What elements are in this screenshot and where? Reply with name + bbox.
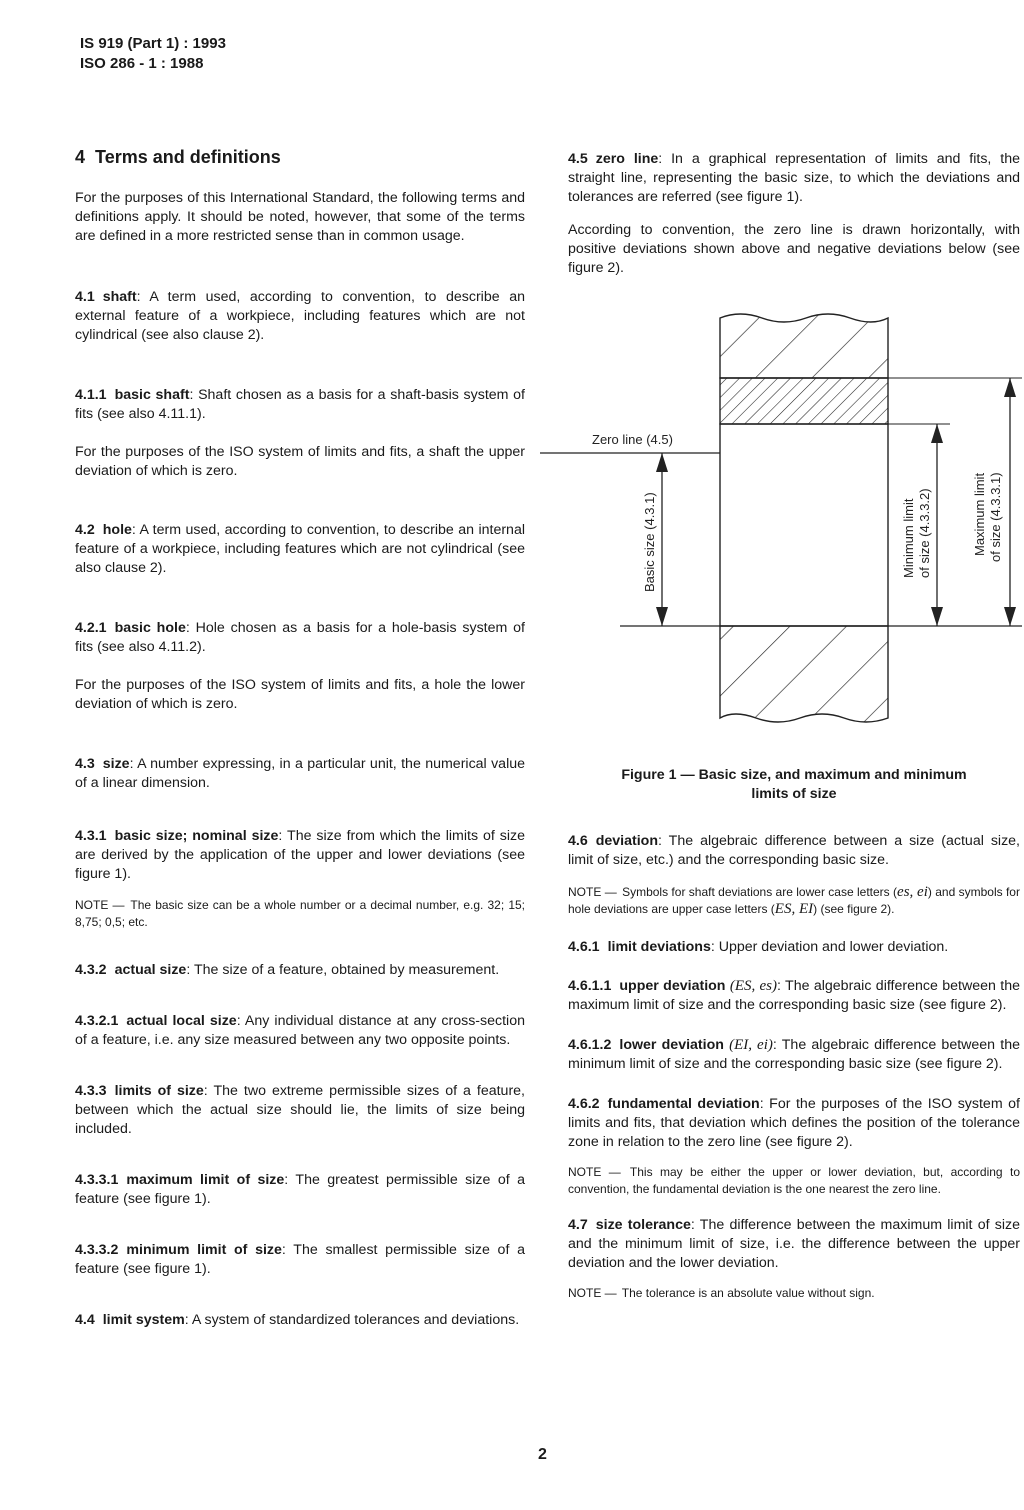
clause-text: : Shaft chosen as a basis for a shaft-basis system of fits (see also 4.11.1). xyxy=(75,387,525,422)
zero-line-label: Zero line (4.5) xyxy=(592,432,673,447)
clause-4-1-1 xyxy=(75,386,525,424)
clause-4-6-2 xyxy=(568,1095,1020,1152)
document-header xyxy=(80,34,226,74)
clause-number: 4.2.1 xyxy=(75,620,107,636)
clause-number: 4.1.1 xyxy=(75,387,107,403)
clause-text: : Hole chosen as a basis for a hole-basis system of fits (see also 4.11.2). xyxy=(75,620,525,655)
clause-4-3-3 xyxy=(75,1082,525,1139)
clause-term: limits of size xyxy=(114,1083,204,1099)
standard-number-iso: ISO 286 - 1 : 1988 xyxy=(80,55,204,72)
clause-term: zero line xyxy=(595,151,659,167)
clause-term: deviation xyxy=(595,833,659,849)
clause-term: fundamental deviation xyxy=(607,1096,760,1112)
clause-4-5 xyxy=(568,150,1020,207)
clause-number: 4.5 xyxy=(568,151,588,167)
note-text-2: ) and symbols for hole deviations are upper case letters ( xyxy=(568,885,1020,916)
clause-text: : The size of a feature, obtained by measurement. xyxy=(186,962,500,978)
basic-size-arrow-bottom xyxy=(656,607,668,626)
hole-body xyxy=(720,424,888,626)
left-column xyxy=(75,146,525,1330)
clause-symbol: (EI, ei) xyxy=(729,1037,773,1053)
clause-term: actual size xyxy=(114,962,187,978)
basic-size-arrow-top xyxy=(656,453,668,472)
clause-4-3-3-2 xyxy=(75,1241,525,1279)
clause-text: : In a graphical representation of limits and fits, the straight line, representing the basic size, to which the deviations and tolerances are referred (see figure 1). xyxy=(568,151,1020,205)
upper-material-block xyxy=(720,314,888,378)
clause-4-2-1 xyxy=(75,619,525,657)
clause-4-3 xyxy=(75,755,525,793)
clause-number: 4.6.1 xyxy=(568,939,600,955)
note-4-6-2 xyxy=(568,1164,1020,1198)
lower-material-block xyxy=(720,626,888,722)
clause-4-3-2 xyxy=(75,961,525,980)
clause-term: upper deviation xyxy=(619,978,726,994)
caption-line2: limits of size xyxy=(751,786,837,802)
clause-term: hole xyxy=(102,522,132,538)
clause-text: : For the purposes of the ISO system of limits and fits, that deviation which defines the position of the tolerance zone in relation to the zero line (see figure 2). xyxy=(568,1096,1021,1150)
max-limit-arrow-bottom xyxy=(1004,607,1016,626)
clause-number: 4.3.3 xyxy=(75,1083,107,1099)
note-4-6 xyxy=(568,884,1020,918)
clause-term: size tolerance xyxy=(595,1217,691,1233)
clause-number: 4.3.2.1 xyxy=(75,1013,119,1029)
clause-text: : A term used, according to convention, to describe an external feature of a workpiece, including features which are not cylindrical (see also clause 2). xyxy=(75,289,525,343)
clause-text: : A number expressing, in a particular unit, the numerical value of a linear dimension. xyxy=(75,756,525,791)
clause-term: shaft xyxy=(102,289,137,305)
clause-term: actual local size xyxy=(126,1013,237,1029)
clause-4-3-3-1 xyxy=(75,1171,525,1209)
clause-term: maximum limit of size xyxy=(126,1172,285,1188)
clause-4-4 xyxy=(75,1311,525,1330)
clause-term: basic hole xyxy=(114,620,186,636)
section-title xyxy=(75,146,525,168)
note-label: NOTE — xyxy=(568,1165,621,1179)
min-limit-arrow-top xyxy=(931,424,943,443)
clause-number: 4.4 xyxy=(75,1312,95,1328)
clause-4-3-1 xyxy=(75,827,525,884)
shaft-deviation-symbols: es, ei xyxy=(897,884,928,900)
clause-number: 4.3 xyxy=(75,756,95,772)
max-limit-label-line1: Maximum limit xyxy=(972,472,987,556)
clause-4-7 xyxy=(568,1216,1020,1273)
clause-text: : Any individual distance at any cross-section of a feature, i.e. any size measured between any two opposite points. xyxy=(75,1013,525,1048)
note-text: The basic size can be a whole number or a decimal number, e.g. 32; 15; 8,75; 0,5; etc. xyxy=(75,898,525,929)
clause-text: : The difference between the maximum limit of size and the minimum limit of size, i.e. the difference between the upper deviation and the lower deviation. xyxy=(568,1217,1021,1271)
note-label: NOTE — xyxy=(568,885,617,899)
clause-4-6-1 xyxy=(568,938,1020,957)
clause-text: : A term used, according to convention, to describe an internal feature of a workpiece, including features which are not cylindrical (see also clause 2). xyxy=(75,522,525,576)
clause-term: size xyxy=(102,756,130,772)
clause-term: limit deviations xyxy=(607,939,711,955)
figure-1-diagram xyxy=(540,310,1024,740)
note-4-3-1 xyxy=(75,897,525,931)
note-label: NOTE — xyxy=(568,1286,617,1300)
clause-text: : The two extreme permissible sizes of a feature, between which the actual size should lie, the limits of size being included. xyxy=(75,1083,525,1137)
clause-text: : The greatest permissible size of a feature (see figure 1). xyxy=(75,1172,525,1207)
clause-term: lower deviation xyxy=(619,1037,724,1053)
clause-term: minimum limit of size xyxy=(126,1242,282,1258)
clause-number: 4.7 xyxy=(568,1217,588,1233)
clause-number: 4.3.2 xyxy=(75,962,107,978)
right-column-top xyxy=(568,150,1020,278)
note-text-3: ) (see figure 2). xyxy=(813,902,895,916)
clause-term: basic size; nominal size xyxy=(114,828,279,844)
max-limit-label-line2: of size (4.3.3.1) xyxy=(988,472,1003,562)
clause-text: : The smallest permissible size of a feature (see figure 1). xyxy=(75,1242,525,1277)
clause-text: : The algebraic difference between a size (actual size, limit of size, etc.) and the corresponding basic size. xyxy=(568,833,1020,868)
clause-text: : The algebraic difference between the minimum limit of size and the corresponding basic size (see figure 2). xyxy=(568,1037,1020,1072)
note-text: This may be either the upper or lower deviation, but, according to convention, the fundamental deviation is the one nearest the zero line. xyxy=(568,1165,1020,1196)
standard-number-is: IS 919 (Part 1) : 1993 xyxy=(80,35,226,52)
clause-term: limit system xyxy=(102,1312,185,1328)
clause-4-1 xyxy=(75,288,525,345)
max-limit-arrow-top xyxy=(1004,378,1016,397)
note-4-7 xyxy=(568,1285,1020,1302)
hole-deviation-symbols: ES, EI xyxy=(774,901,814,917)
clause-number: 4.6.1.1 xyxy=(568,978,612,994)
caption-line1: Figure 1 — Basic size, and maximum and minimum xyxy=(621,767,967,783)
clause-number: 4.3.1 xyxy=(75,828,107,844)
clause-term: basic shaft xyxy=(114,387,190,403)
figure-1-caption xyxy=(568,766,1020,804)
section-title-text: Terms and definitions xyxy=(95,147,281,167)
clause-number: 4.1 xyxy=(75,289,95,305)
basic-size-label: Basic size (4.3.1) xyxy=(642,492,657,592)
clause-text: : The size from which the limits of size are derived by the application of the upper and lower deviations (see figure 1). xyxy=(75,828,525,882)
right-column-bottom xyxy=(568,832,1020,1302)
page-number: 2 xyxy=(538,1446,547,1463)
clause-4-3-2-1 xyxy=(75,1012,525,1050)
clause-text: : Upper deviation and lower deviation. xyxy=(710,939,949,955)
clause-number: 4.6.2 xyxy=(568,1096,600,1112)
clause-text: : A system of standardized tolerances and deviations. xyxy=(184,1312,520,1328)
clause-4-2-1-para: For the purposes of the ISO system of limits and fits, a hole the lower deviation of which is zero. xyxy=(75,677,525,712)
clause-4-2 xyxy=(75,521,525,578)
clause-4-6-1-1 xyxy=(568,977,1020,1015)
note-label: NOTE — xyxy=(75,898,125,912)
clause-4-6 xyxy=(568,832,1020,870)
clause-number: 4.2 xyxy=(75,522,95,538)
clause-text: : The algebraic difference between the maximum limit of size and the corresponding basic size (see figure 2). xyxy=(568,978,1020,1013)
clause-number: 4.6 xyxy=(568,833,588,849)
clause-number: 4.6.1.2 xyxy=(568,1037,612,1053)
clause-number: 4.3.3.1 xyxy=(75,1172,119,1188)
note-text-1: Symbols for shaft deviations are lower case letters ( xyxy=(622,885,898,899)
clause-4-5-para: According to convention, the zero line is drawn horizontally, with positive deviations shown above and negative deviations below (see figure 2). xyxy=(568,222,1020,276)
note-text: The tolerance is an absolute value without sign. xyxy=(621,1286,875,1300)
section-number: 4 xyxy=(75,147,86,167)
min-limit-label-line1: Minimum limit xyxy=(901,498,916,578)
tolerance-band xyxy=(720,378,888,424)
clause-symbol: (ES, es) xyxy=(729,978,777,994)
min-limit-label-line2: of size (4.3.3.2) xyxy=(917,488,932,578)
min-limit-arrow-bottom xyxy=(931,607,943,626)
clause-number: 4.3.3.2 xyxy=(75,1242,119,1258)
clause-4-1-1-para: For the purposes of the ISO system of limits and fits, a shaft the upper deviation of which is zero. xyxy=(75,444,525,479)
section-intro: For the purposes of this International Standard, the following terms and definitions apply. It should be noted, however, that some of the terms are defined in a more restricted sense than in common usage. xyxy=(75,190,525,244)
clause-4-6-1-2 xyxy=(568,1036,1020,1074)
